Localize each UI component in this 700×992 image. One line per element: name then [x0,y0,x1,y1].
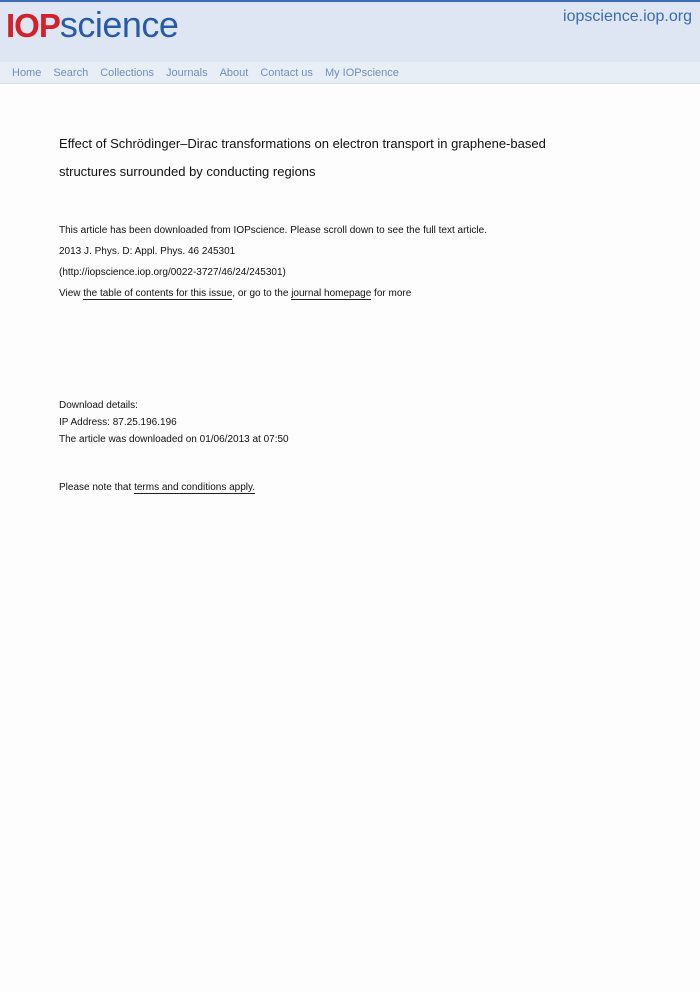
logo-iop-text: IOP [6,7,60,44]
article-info [59,224,659,300]
logo-science-text: science [59,4,179,45]
nav-home[interactable]: Home [12,66,42,79]
view-middle: , or go to the [232,288,292,299]
view-suffix: for more [371,288,412,299]
citation: 2013 J. Phys. D: Appl. Phys. 46 245301 [59,246,236,257]
article-cover [59,130,659,308]
nav-contact-us[interactable]: Contact us [260,66,313,79]
nav-search[interactable]: Search [53,66,89,79]
download-notice: This article has been downloaded from IOPscience. Please scroll down to see the full text article. [59,225,487,236]
terms-prefix: Please note that [59,482,135,493]
article-url: (http://iopscience.iop.org/0022-3727/46/24/245301) [59,267,286,278]
ip-address: IP Address: 87.25.196.196 [59,417,177,428]
nav-journals[interactable]: Journals [166,66,208,79]
view-prefix: View [59,288,84,299]
download-details-heading: Download details: [59,400,138,411]
terms-and-conditions-link[interactable]: terms and conditions apply. [134,482,256,493]
download-timestamp: The article was downloaded on 01/06/2013 at 07:50 [59,434,289,445]
iopscience-logo[interactable] [6,4,178,54]
nav-my-iopscience[interactable]: My IOPscience [324,66,399,79]
article-title: Effect of Schrödinger–Dirac transformations on electron transport in graphene-based structures surrounded by conducting regions [59,136,546,179]
view-more-line [59,287,659,300]
site-url-link[interactable]: iopscience.iop.org [563,8,692,25]
nav-about[interactable]: About [219,66,249,79]
nav-collections[interactable]: Collections [100,66,155,79]
journal-homepage-link[interactable]: journal homepage [291,288,372,299]
terms-note [59,481,255,494]
site-header [0,0,700,62]
table-of-contents-link[interactable]: the table of contents for this issue [83,288,233,299]
download-details [59,397,289,448]
main-navigation [0,62,700,84]
